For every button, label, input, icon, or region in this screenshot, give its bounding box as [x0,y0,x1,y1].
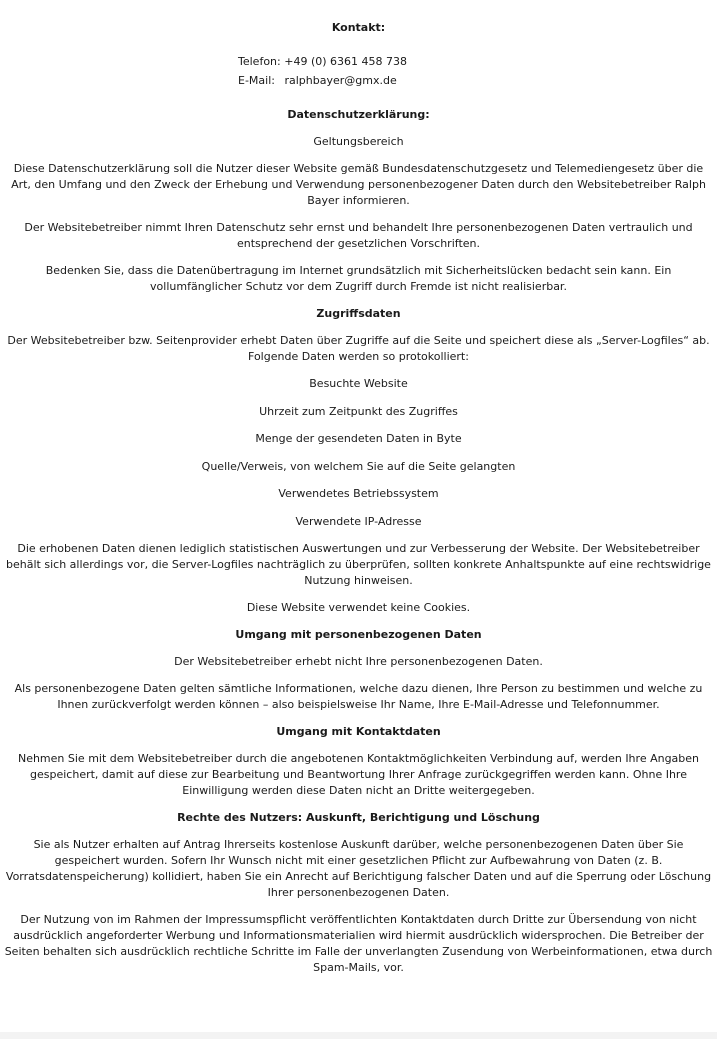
scope-heading: Geltungsbereich [313,135,404,148]
access-data-heading: Zugriffsdaten [316,307,401,320]
email-link[interactable]: ralphbayer@gmx.de [284,74,397,87]
scope-paragraph-3: Bedenken Sie, dass die Datenübertragung im Internet grundsätzlich mit Sicherheitslücken bedacht sein kann. Ein vollumfänglicher Schutz vor dem Zugriff durch Fremde ist nicht realisierbar. [45,264,672,293]
contact-data-paragraph: Nehmen Sie mit dem Websitebetreiber durch die angebotenen Kontaktmöglichkeiten Verbindung auf, werden Ihre Angaben gespeichert, damit auf diese zur Bearbeitung und Beantwortung Ihrer Anfrage zurückgegriffen werden kann. Ohne Ihre Einwilligung werden diese Daten nicht an Dritte weitergegeben. [17,752,700,797]
privacy-heading: Datenschutzerklärung: [287,108,430,121]
scope-paragraph-1: Diese Datenschutzerklärung soll die Nutzer dieser Website gemäß Bundesdatenschutzgesetz und Telemediengesetz über die Art, den Umfang und den Zweck der Erhebung und Verwendung personenbezogener Daten durch den Websitebetreiber Ralph Bayer informieren. [11,162,706,207]
scope-paragraph-2: Der Websitebetreiber nimmt Ihren Datenschutz sehr ernst und behandelt Ihre personenbezogenen Daten vertraulich und entsprechend der gesetzlichen Vorschriften. [24,221,693,250]
personal-paragraph-1: Der Websitebetreiber erhebt nicht Ihre personenbezogenen Daten. [174,655,543,668]
access-item: Quelle/Verweis, von welchem Sie auf die Seite gelangten [201,459,516,473]
user-rights-heading: Rechte des Nutzers: Auskunft, Berichtigung und Löschung [177,811,540,824]
contact-block [238,54,407,92]
page-bottom-strip [0,1032,717,1039]
phone-value[interactable]: +49 (0) 6361 458 738 [284,55,408,68]
personal-data-heading: Umgang mit personenbezogenen Daten [235,628,482,641]
contact-heading: Kontakt: [331,21,386,34]
access-item: Besuchte Website [309,377,408,390]
access-item: Verwendetes Betriebssystem [278,487,439,500]
user-rights-paragraph-2: Der Nutzung von im Rahmen der Impressumspflicht veröffentlichten Kontaktdaten durch Dritte zur Übersendung von nicht ausdrücklich angeforderter Werbung und Informationsmaterialien wird hiermit ausdrücklich widersprochen. Die Betreiber der Seiten behalten sich ausdrücklich rechtliche Schritte im Falle der unverlangten Zusendung von Werbeinformationen, etwa durch Spam-Mails, vor. [4,913,713,974]
privacy-policy [4,107,713,987]
personal-paragraph-2: Als personenbezogene Daten gelten sämtliche Informationen, welche dazu dienen, Ihre Person zu bestimmen und welche zu Ihnen zurückverfolgt werden können – also beispielsweise Ihr Name, Ihre E-Mail-Adresse und Telefonnummer. [14,682,703,711]
phone-row [238,54,407,73]
access-item: Verwendete IP-Adresse [295,514,422,528]
access-intro: Der Websitebetreiber bzw. Seitenprovider erhebt Daten über Zugriffe auf die Seite und speichert diese als „Server-Logfiles“ ab. Folgende Daten werden so protokolliert: [7,334,710,363]
email-label: E-Mail: [238,74,275,87]
contact-data-heading: Umgang mit Kontaktdaten [276,725,441,738]
access-item: Menge der gesendeten Daten in Byte [255,432,462,445]
phone-label: Telefon: [238,55,281,68]
access-outro: Die erhobenen Daten dienen lediglich statistischen Auswertungen und zur Verbesserung der Website. Der Websitebetreiber behält sich allerdings vor, die Server-Logfiles nachträglich zu überprüfen, sollten konkrete Anhaltspunkte auf eine rechtswidrige Nutzung hinweisen. [6,542,711,587]
user-rights-paragraph-1: Sie als Nutzer erhalten auf Antrag Ihrerseits kostenlose Auskunft darüber, welche personenbezogenen Daten über Sie gespeichert wurden. Sofern Ihr Wunsch nicht mit einer gesetzlichen Pflicht zur Aufbewahrung von Daten (z. B. Vorratsdatenspeicherung) kollidiert, haben Sie ein Anrecht auf Berichtigung falscher Daten und auf die Sperrung oder Löschung Ihrer personenbezogenen Daten. [5,838,712,899]
access-item: Uhrzeit zum Zeitpunkt des Zugriffes [259,404,458,418]
cookies-note: Diese Website verwendet keine Cookies. [246,601,471,614]
email-row [238,73,407,92]
